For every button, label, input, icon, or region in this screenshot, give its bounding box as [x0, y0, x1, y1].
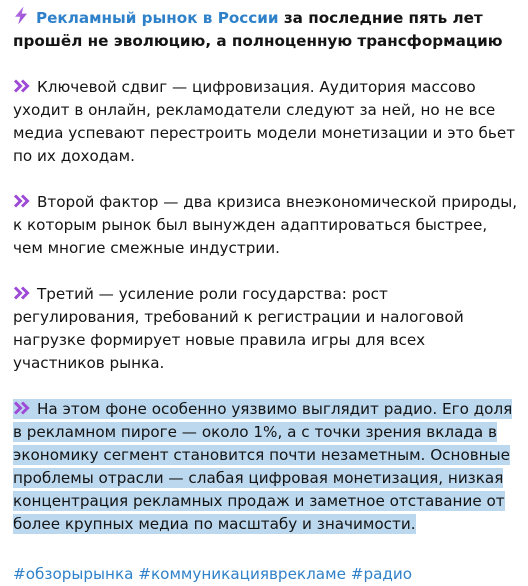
paragraph-radio-highlighted[interactable] — [13, 398, 518, 536]
spacer — [13, 260, 518, 283]
paragraph-text: Третий — усиление роли государства: рост регулирования, требований к регистрации и налоговой нагрузке формирует новые правила игры для всех участников рынка. — [13, 285, 464, 372]
chevron-double-right-icon — [14, 79, 30, 93]
paragraph-text: Ключевой сдвиг — цифровизация. Аудитория массово уходит в онлайн, рекламодатели следуют за ней, но не все медиа успевают перестроить модели монетизации и это бьет по их доходам. — [13, 78, 516, 165]
lightning-icon — [13, 6, 29, 25]
hashtag-list — [13, 563, 518, 586]
hashtag-link[interactable]: #радио — [350, 565, 413, 583]
paragraph-text: Второй фактор — два кризиса внеэкономической природы, к которым рынок был вынужден адаптироваться быстрее, чем многие смежные индустрии. — [13, 193, 518, 257]
chevron-double-right-icon — [14, 286, 30, 300]
spacer — [13, 168, 518, 191]
paragraph-state-role — [13, 283, 518, 375]
paragraph-digitalization — [13, 76, 518, 168]
post-title — [13, 6, 518, 53]
hashtag-link[interactable]: #обзорырынка — [13, 565, 134, 583]
text-selection[interactable] — [13, 399, 512, 534]
hashtag-link[interactable]: #коммуникацияврекламе — [138, 565, 346, 583]
paragraph-text: На этом фоне особенно уязвимо выглядит радио. Его доля в рекламном пироге — около 1%, а с точки зрения вклада в экономику сегмент становится почти незаметным. Основные проблемы отрасли — слабая цифровая монетизация, низкая концентрация рекламных продаж и заметное отставание от более крупных медиа по масштабу и значимости. — [13, 400, 513, 533]
chevron-double-right-icon — [14, 401, 30, 415]
spacer — [13, 536, 518, 563]
chevron-double-right-icon — [14, 194, 30, 208]
paragraph-crises — [13, 191, 518, 260]
title-rest: за последние пять лет прошёл не эволюцию, а полноценную трансформацию — [13, 9, 503, 50]
spacer — [13, 53, 518, 76]
title-link[interactable]: Рекламный рынок в России — [36, 9, 279, 27]
spacer — [13, 375, 518, 398]
